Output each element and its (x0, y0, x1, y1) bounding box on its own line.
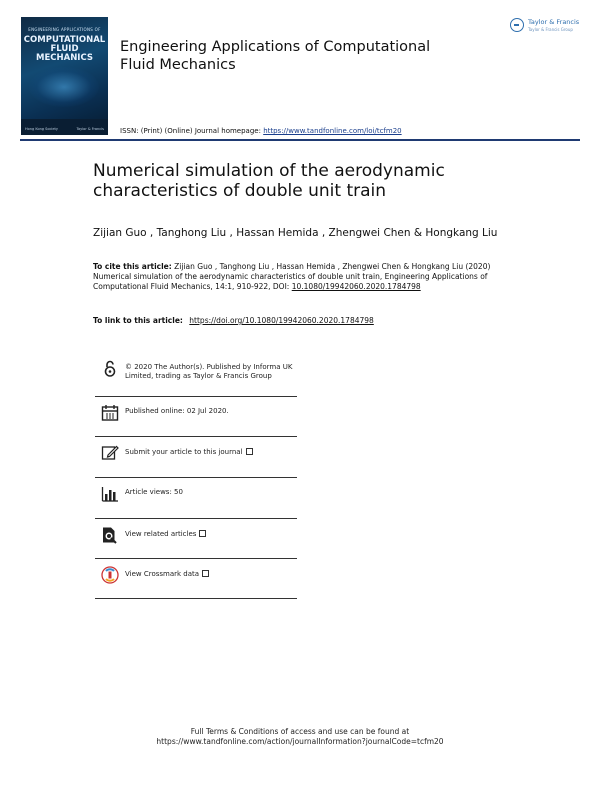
crossmark-row[interactable] (95, 566, 297, 596)
issn-label: ISSN: (Print) (Online) Journal homepage: (120, 127, 261, 135)
cover-title-line1: COMPUTATIONAL (23, 35, 106, 45)
article-authors: Zijian Guo , Tanghong Liu , Hassan Hemida , Zhengwei Chen & Hongkang Liu (93, 227, 498, 239)
cover-title-line2: FLUID MECHANICS (36, 44, 93, 63)
external-link-icon (246, 448, 253, 455)
article-title: Numerical simulation of the aerodynamic characteristics of double unit train (93, 161, 445, 201)
publisher-logo[interactable] (510, 17, 588, 37)
cover-footer (21, 119, 108, 135)
search-document-icon (101, 526, 119, 544)
cover-footer-right: Taylor & Francis (76, 127, 104, 131)
publisher-logo-subtext: Taylor & Francis Group (528, 27, 573, 32)
divider (95, 396, 297, 397)
external-link-icon (202, 570, 209, 577)
footer (0, 727, 600, 747)
divider (95, 558, 297, 559)
article-link-label: To link to this article: (93, 316, 183, 325)
publisher-logo-icon (510, 18, 524, 32)
license-text: © 2020 The Author(s). Published by Informa UK Limited, trading as Taylor & Francis Group (125, 363, 293, 380)
article-views-text: Article views: 50 (125, 488, 183, 496)
cover-top-text: ENGINEERING APPLICATIONS OF (28, 27, 101, 32)
article-views-row (95, 485, 297, 515)
divider (95, 598, 297, 599)
related-articles-link[interactable] (125, 529, 300, 539)
crossmark-label: View Crossmark data (125, 570, 200, 578)
published-date: Published online: 02 Jul 2020. (125, 407, 229, 415)
citation-text: Zijian Guo , Tanghong Liu , Hassan Hemida , Zhengwei Chen & Hongkang Liu (2020) Numerical simulation of the aerodynamic characteristics of double unit train, Engineering Applications of Computational Fluid Mechanics, 14:1, 910-922, DOI: (93, 262, 491, 291)
cover-title (21, 36, 108, 63)
issn-line (120, 127, 402, 135)
citation-block (93, 262, 493, 292)
cover-footer-left: Hong Kong Society (25, 127, 58, 131)
published-row (95, 404, 297, 434)
journal-title: Engineering Applications of Computational Fluid Mechanics (120, 39, 431, 73)
journal-homepage-link[interactable]: https://www.tandfonline.com/loi/tcfm20 (263, 127, 402, 135)
journal-cover-image (21, 17, 108, 135)
article-doi-link[interactable]: https://doi.org/10.1080/19942060.2020.1784798 (189, 316, 374, 325)
header-divider (20, 139, 580, 141)
citation-label: To cite this article: (93, 262, 172, 271)
calendar-icon (101, 404, 119, 422)
crossmark-link[interactable] (125, 569, 300, 579)
crossmark-icon (101, 566, 119, 584)
submit-article-label: Submit your article to this journal (125, 448, 243, 456)
submit-article-link[interactable] (125, 447, 300, 457)
open-access-icon (101, 360, 119, 378)
external-link-icon (199, 530, 206, 537)
license-row[interactable] (95, 360, 297, 400)
citation-doi-link[interactable]: 10.1080/19942060.2020.1784798 (291, 282, 421, 291)
footer-terms-link[interactable]: https://www.tandfonline.com/action/journalInformation?journalCode=tcfm20 (156, 737, 444, 746)
submit-article-row[interactable] (95, 444, 297, 474)
publisher-logo-text: Taylor & Francis (528, 18, 580, 26)
divider (95, 477, 297, 478)
related-articles-row[interactable] (95, 526, 297, 556)
cover-artwork (29, 67, 99, 107)
divider (95, 518, 297, 519)
bar-chart-icon (101, 485, 119, 503)
footer-terms-text: Full Terms & Conditions of access and use can be found at (190, 727, 410, 736)
article-link-line (93, 316, 374, 325)
pencil-edit-icon (101, 444, 119, 462)
related-articles-label: View related articles (125, 530, 197, 538)
divider (95, 436, 297, 437)
